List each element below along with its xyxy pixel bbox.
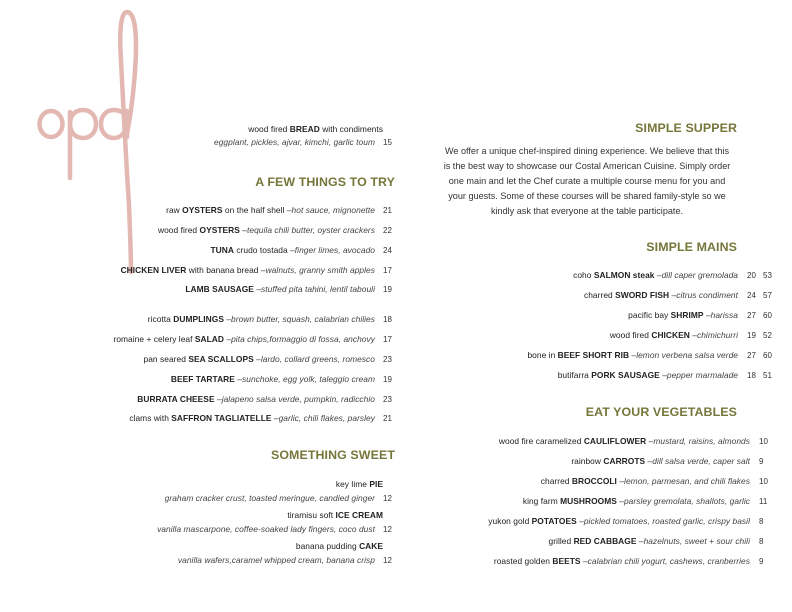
dish-description: –pita chips,formaggio di fossa, anchovy — [226, 334, 375, 344]
price: 12 — [383, 525, 392, 534]
dish-name: PORK SAUSAGE — [591, 370, 660, 380]
dish-name: SEA SCALLOPS — [188, 354, 254, 364]
price: 17 — [383, 266, 392, 275]
dish-description: –finger limes, avocado — [290, 245, 375, 255]
price: 10 — [759, 477, 768, 486]
dish-description: –lemon, parmesan, and chili flakes — [619, 476, 750, 486]
menu-item: tiramisu soft ICE CREAM — [287, 510, 383, 520]
menu-item: wood fired BREAD with condiments — [248, 124, 383, 134]
menu-item: rainbow CARROTS –dill salsa verde, caper salt 9 — [571, 456, 775, 466]
dish-name: SAFFRON TAGLIATELLE — [171, 413, 272, 423]
menu-item: pacific bay SHRIMP –harissa 27 60 — [628, 310, 775, 320]
section-heading: A FEW THINGS TO TRY — [255, 175, 395, 189]
menu-item: key lime PIE — [335, 479, 383, 489]
menu-item: TUNA crudo tostada –finger limes, avocado 24 — [210, 245, 405, 255]
price-full: 51 — [763, 371, 772, 380]
dish-name: TUNA — [210, 245, 234, 255]
dish-name: BEEF SHORT RIB — [557, 350, 630, 360]
dish-name: CHICKEN — [651, 330, 690, 340]
menu-item: raw OYSTERS on the half shell –hot sauce, mignonette 21 — [166, 205, 405, 215]
dish-name: BROCCOLI — [571, 476, 617, 486]
price: 24 — [747, 291, 756, 300]
dish-description: –hazelnuts, sweet + sour chili — [638, 536, 750, 546]
dish-name: BEETS — [552, 556, 581, 566]
dish-name: LAMB SAUSAGE — [185, 284, 254, 294]
dish-name: OYSTERS — [199, 225, 240, 235]
dish-description: –sunchoke, egg yolk, taleggio cream — [237, 374, 375, 384]
price: 23 — [383, 355, 392, 364]
dish-name: CAULIFLOWER — [583, 436, 647, 446]
dish-description: –harissa — [705, 310, 738, 320]
dish-description: –hot sauce, mignonette — [286, 205, 375, 215]
menu-item-desc: vanilla mascarpone, coffee-soaked lady fingers, coco dust 12 — [157, 524, 405, 534]
price: 20 — [747, 271, 756, 280]
price: 8 — [759, 517, 764, 526]
intro-paragraph: We offer a unique chef-inspired dining experience. We believe that this is the best way to showcase our Costal American Cuisine. Simply order one main and let the Chef curate a multiple course menu for you and your guests. Some of these courses will be shared family-style so we kindly ask that everyone at the table participate. — [443, 146, 731, 216]
menu-item: butifarra PORK SAUSAGE –pepper marmalade 18 51 — [558, 370, 775, 380]
dish-name: SHRIMP — [670, 310, 704, 320]
price: 24 — [383, 246, 392, 255]
menu-item-desc: eggplant, pickles, ajvar, kimchi, garlic toum 15 — [214, 137, 405, 147]
price: 9 — [759, 557, 764, 566]
menu-item: king farm MUSHROOMS –parsley gremolata, shallots, garlic 11 — [523, 496, 775, 506]
price: 21 — [383, 206, 392, 215]
dish-description: –walnuts, granny smith apples — [260, 265, 375, 275]
menu-item: charred SWORD FISH –citrus condiment 24 57 — [584, 290, 775, 300]
price-full: 60 — [763, 351, 772, 360]
menu-item — [171, 374, 405, 384]
dish-description: –parsley gremolata, shallots, garlic — [619, 496, 750, 506]
menu-item — [137, 394, 405, 404]
section-heading: EAT YOUR VEGETABLES — [585, 405, 737, 419]
menu-item: pan seared SEA SCALLOPS –lardo, collard greens, romesco 23 — [144, 354, 405, 364]
price: 17 — [383, 335, 392, 344]
price: 10 — [759, 437, 768, 446]
price: 12 — [383, 494, 392, 503]
price: 27 — [747, 351, 756, 360]
menu-item: wood fired CHICKEN –chimichurri 19 52 — [610, 330, 775, 340]
menu-item: coho SALMON steak –dill caper gremolada 20 53 — [573, 270, 775, 280]
price: 15 — [383, 138, 392, 147]
dish-description: –citrus condiment — [671, 290, 738, 300]
dish-name: CHICKEN LIVER — [120, 265, 187, 275]
dish-description: –lemon verbena salsa verde — [631, 350, 738, 360]
dish-description: –mustard, raisins, almonds — [648, 436, 750, 446]
menu-item: wood fired OYSTERS –tequila chili butter, oyster crackers 22 — [158, 225, 405, 235]
dish-name: DUMPLINGS — [173, 314, 224, 324]
price: 19 — [747, 331, 756, 340]
price: 21 — [383, 414, 392, 423]
dish-description: –brown butter, squash, calabrian chilies — [226, 314, 375, 324]
dish-name: OYSTERS — [182, 205, 223, 215]
menu-item: wood fire caramelized CAULIFLOWER –mustard, raisins, almonds 10 — [499, 436, 775, 446]
dish-description: –calabrian chili yogurt, cashews, cranberries — [582, 556, 750, 566]
menu-item — [185, 284, 405, 294]
price-full: 57 — [763, 291, 772, 300]
dish-description: –lardo, collard greens, romesco — [256, 354, 375, 364]
dish-description: –garlic, chili flakes, parsley — [273, 413, 375, 423]
menu-item: roasted golden BEETS –calabrian chili yogurt, cashews, cranberries 9 — [494, 556, 775, 566]
price: 27 — [747, 311, 756, 320]
price-full: 52 — [763, 331, 772, 340]
price: 11 — [759, 497, 768, 506]
menu-item: yukon gold POTATOES –pickled tomatoes, roasted garlic, crispy basil 8 — [488, 516, 775, 526]
menu-item: romaine + celery leaf SALAD –pita chips,formaggio di fossa, anchovy 17 — [113, 334, 405, 344]
price: 19 — [383, 375, 392, 384]
dish-description: –pickled tomatoes, roasted garlic, crispy basil — [579, 516, 750, 526]
dish-name: BEEF TARTARE — [170, 374, 235, 384]
price: 12 — [383, 556, 392, 565]
dish-description: –tequila chili butter, oyster crackers — [242, 225, 375, 235]
dish-name: MUSHROOMS — [560, 496, 617, 506]
price: 9 — [759, 457, 764, 466]
dish-name: SALAD — [194, 334, 224, 344]
dish-name: POTATOES — [531, 516, 577, 526]
dish-name: CARROTS — [603, 456, 646, 466]
price-full: 53 — [763, 271, 772, 280]
right-menu-column — [430, 0, 775, 612]
price-full: 60 — [763, 311, 772, 320]
dish-description: –jalapeno salsa verde, pumpkin, radicchio — [216, 394, 375, 404]
section-heading: SIMPLE MAINS — [646, 240, 737, 254]
dish-name: BURRATA CHEESE — [137, 394, 215, 404]
menu-item: ricotta DUMPLINGS –brown butter, squash, calabrian chilies 18 — [148, 314, 405, 324]
dish-description: –dill caper gremolada — [656, 270, 738, 280]
price: 8 — [759, 537, 764, 546]
price: 22 — [383, 226, 392, 235]
menu-item-desc: vanilla wafers,caramel whipped cream, banana crisp 12 — [178, 555, 405, 565]
dish-name: RED CABBAGE — [573, 536, 637, 546]
dish-description: –stuffed pita tahini, lentil tabouli — [256, 284, 375, 294]
price: 18 — [747, 371, 756, 380]
menu-item: bone in BEEF SHORT RIB –lemon verbena salsa verde 27 60 — [527, 350, 775, 360]
dish-name: SWORD FISH — [615, 290, 670, 300]
price: 23 — [383, 395, 392, 404]
menu-item: grilled RED CABBAGE –hazelnuts, sweet + sour chili 8 — [548, 536, 775, 546]
section-heading: SOMETHING SWEET — [270, 448, 395, 462]
price: 18 — [383, 315, 392, 324]
dish-description: –chimichurri — [692, 330, 738, 340]
menu-item: clams with SAFFRON TAGLIATELLE –garlic, chili flakes, parsley 21 — [129, 413, 405, 423]
dish-description: –pepper marmalade — [662, 370, 738, 380]
dish-name: SALMON steak — [593, 270, 655, 280]
menu-item: CHICKEN LIVER with banana bread –walnuts, granny smith apples 17 — [121, 265, 405, 275]
section-heading: SIMPLE SUPPER — [635, 121, 737, 135]
dish-description: –dill salsa verde, caper salt — [647, 456, 750, 466]
menu-item-desc: graham cracker crust, toasted meringue, candied ginger 12 — [165, 493, 405, 503]
menu-item: banana pudding CAKE — [295, 541, 383, 551]
price: 19 — [383, 285, 392, 294]
menu-item: charred BROCCOLI –lemon, parmesan, and chili flakes 10 — [541, 476, 775, 486]
